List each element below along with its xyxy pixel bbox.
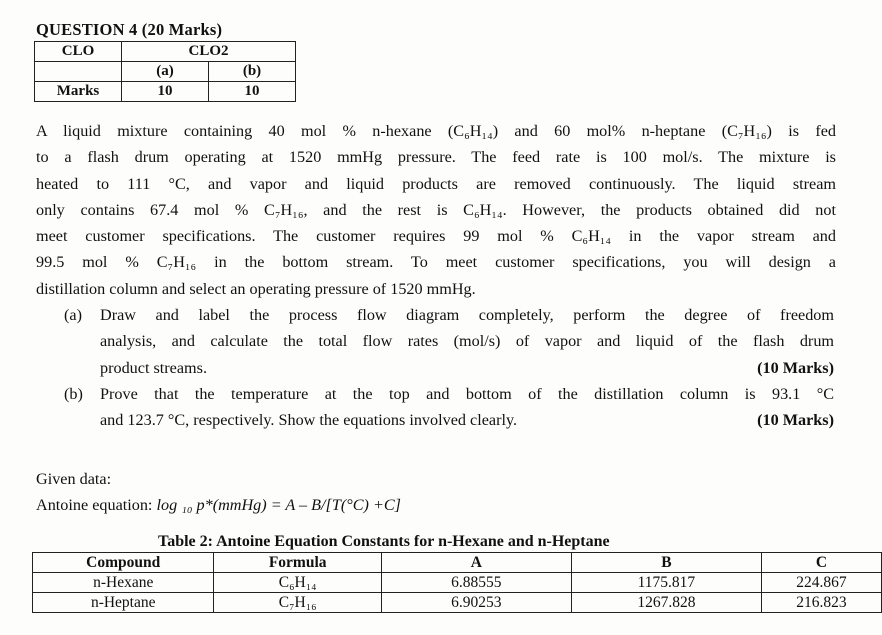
clo-empty-cell — [35, 62, 122, 82]
antoine-label: Antoine equation: — [36, 496, 153, 514]
table-row — [33, 593, 882, 613]
table-cell: 224.867 — [761, 573, 881, 593]
part-a-line2: analysis, and calculate the total flow rates (mol/s) of vapor and liquid of the flash drum — [100, 332, 834, 351]
table-row — [33, 573, 882, 593]
table-cell: 1175.817 — [571, 573, 761, 593]
part-b-label: (b) — [64, 385, 83, 403]
table-cell: C₇H₁₆ — [214, 593, 381, 613]
paragraph-line: only contains 67.4 mol % C₇H₁₆, and the rest is C₆H₁₄. However, the products obtained did not — [36, 200, 836, 219]
clo-value-cell: CLO2 — [122, 42, 296, 62]
given-data-label: Given data: — [36, 470, 112, 488]
part-b-line2-text: and 123.7 °C, respectively. Show the equations involved clearly. — [100, 411, 518, 430]
table-caption: Table 2: Antoine Equation Constants for n-Hexane and n-Heptane — [158, 533, 610, 550]
header-cell: C — [761, 553, 881, 573]
antoine-equation-line — [36, 496, 401, 515]
table-cell: 1267.828 — [571, 593, 761, 613]
marks-b-cell: 10 — [209, 82, 296, 102]
table-header-row — [33, 553, 882, 573]
table-cell: 6.90253 — [381, 593, 571, 613]
antoine-constants-table — [32, 552, 882, 613]
part-b-line2 — [64, 407, 834, 433]
paragraph-line: heated to 111 °C, and vapor and liquid products are removed continuously. The liquid stream — [36, 174, 836, 193]
table-cell: n-Hexane — [33, 573, 214, 593]
header-cell: B — [571, 553, 761, 573]
part-b-marks: (10 Marks) — [757, 411, 834, 430]
table-cell: n-Heptane — [33, 593, 214, 613]
clo-label-cell: CLO — [35, 42, 122, 62]
header-cell: Compound — [33, 553, 214, 573]
antoine-equation: log ₁₀ p*(mmHg) = A – B/[T(°C) +C] — [156, 496, 401, 514]
part-a-line3 — [64, 355, 834, 381]
paragraph-line: 99.5 mol % C₇H₁₆ in the bottom stream. To meet customer specifications, you will design a — [36, 253, 836, 272]
table-cell: C₆H₁₄ — [214, 573, 381, 593]
part-a — [64, 302, 834, 381]
part-b — [64, 381, 834, 434]
part-a-line3-text: product streams. — [100, 358, 207, 377]
part-b-line1: (b) Prove that the temperature at the top and bottom of the distillation column is 93.1 °C — [64, 381, 834, 407]
header-cell: A — [381, 553, 571, 573]
part-a-label: (a) — [64, 306, 82, 324]
clo-marks-table — [34, 41, 296, 102]
table-cell: 216.823 — [761, 593, 881, 613]
marks-label-cell: Marks — [35, 82, 122, 102]
header-cell: Formula — [214, 553, 381, 573]
table-cell: 6.88555 — [381, 573, 571, 593]
paragraph-line: distillation column and select an operating pressure of 1520 mmHg. — [36, 279, 476, 298]
clo-part-a-cell: (a) — [122, 62, 209, 82]
marks-a-cell: 10 — [122, 82, 209, 102]
part-a-line1: (a) Draw and label the process flow diagram completely, perform the degree of freedom — [64, 302, 834, 328]
paragraph-line: A liquid mixture containing 40 mol % n-hexane (C₆H₁₄) and 60 mol% n-heptane (C₇H₁₆) is fed — [36, 122, 836, 140]
clo-part-b-cell: (b) — [209, 62, 296, 82]
problem-statement — [36, 118, 836, 302]
question-heading: QUESTION 4 (20 Marks) — [36, 20, 223, 39]
part-a-marks: (10 Marks) — [757, 358, 834, 377]
paragraph-line: meet customer specifications. The customer requires 99 mol % C₆H₁₄ in the vapor stream and — [36, 227, 836, 246]
paragraph-line: to a flash drum operating at 1520 mmHg pressure. The feed rate is 100 mol/s. The mixture is — [36, 148, 836, 167]
